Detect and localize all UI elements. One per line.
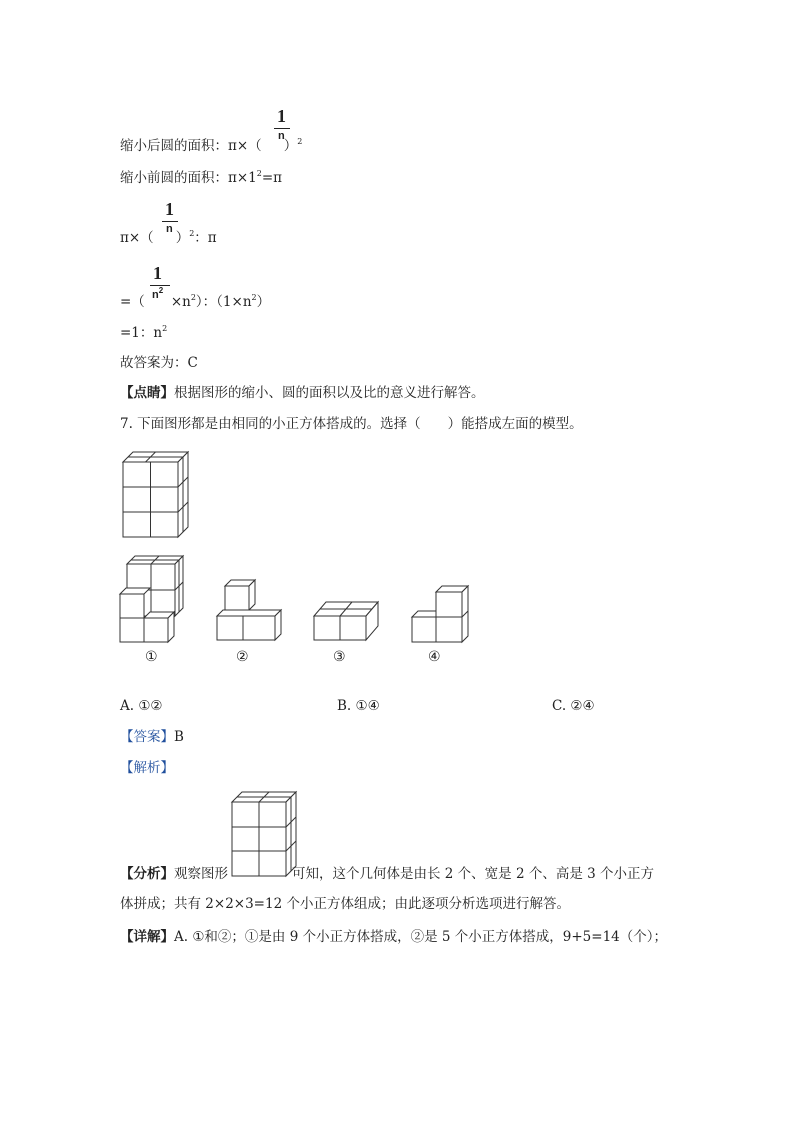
original-area-exponent: 2 (256, 169, 262, 178)
fraction-2-bar (162, 221, 178, 222)
option-caption-1: ① (145, 649, 158, 665)
option-caption-2: ② (236, 649, 249, 665)
expanded-right: ）：（1×n (195, 294, 252, 310)
fraction-3-denominator (152, 286, 163, 301)
analysis-line-1 (120, 865, 654, 883)
question-7-text: 7. 下面图形都是由相同的小正方体搭成的。选择（ ）能搭成左面的模型。 (120, 416, 583, 432)
ratio-exponent: 2 (189, 229, 195, 238)
expanded-exponent-2: 2 (251, 293, 257, 302)
detail-tag: 【详解】 (120, 929, 174, 945)
ratio-result-text: =1：n (120, 325, 163, 341)
fraction-3-numerator: 1 (153, 263, 162, 283)
option-caption-4: ④ (428, 649, 441, 665)
ratio-paren: ） (175, 230, 190, 246)
ratio-left: π×（ (120, 230, 154, 246)
option-figure-4 (409, 582, 471, 644)
shrunk-area-paren: ） (283, 138, 298, 154)
shrunk-area-line (120, 133, 302, 155)
analysis-prefix: 观察图形 (174, 866, 228, 882)
fraction-3-den-exponent: 2 (158, 286, 164, 295)
expanded-mid: ×n (170, 294, 191, 310)
option-c: C. ②④ (552, 698, 595, 714)
tip-line (120, 384, 485, 402)
shrunk-area-exponent: 2 (297, 137, 303, 146)
shrunk-area-label: 缩小后圆的面积：π×（ (120, 138, 262, 154)
option-figure-2 (214, 574, 284, 644)
detail-line (120, 928, 667, 946)
original-area-line (120, 165, 282, 187)
expanded-open: =（ (120, 294, 145, 310)
option-a: A. ①② (120, 698, 163, 714)
analysis-suffix: 可知，这个几何体是由长 2 个、宽是 2 个、高是 3 个小正方 (292, 866, 655, 882)
fraction-1-denominator: n (278, 130, 285, 142)
model-figure (118, 444, 198, 540)
original-area-label: 缩小前圆的面积：π×1 (120, 170, 257, 186)
fraction-3-den-letter: n (152, 289, 159, 301)
answer-statement: 故答案为：C (120, 355, 198, 371)
ratio-result-exponent: 2 (162, 324, 168, 333)
fraction-2-numerator: 1 (165, 199, 174, 219)
ratio-expanded-line (120, 289, 270, 311)
option-figure-3 (311, 598, 381, 644)
answer-tag: 【答案】 (120, 729, 174, 745)
option-caption-3: ③ (333, 649, 346, 665)
analysis-line-2: 体拼成；共有 2×2×3=12 个小正方体组成；由此逐项分析选项进行解答。 (120, 896, 570, 912)
option-b: B. ①④ (337, 698, 380, 714)
option-figure-1 (117, 552, 189, 644)
tip-tag: 【点睛】 (120, 385, 174, 401)
analysis-heading: 【解析】 (120, 760, 174, 776)
fraction-1-bar (274, 128, 290, 129)
fraction-2-denominator: n (166, 223, 173, 235)
tip-text: 根据图形的缩小、圆的面积以及比的意义进行解答。 (174, 385, 485, 401)
ratio-result-line (120, 320, 167, 342)
analysis-tag: 【分析】 (120, 866, 174, 882)
answer-line (120, 728, 184, 746)
expanded-exponent: 2 (190, 293, 196, 302)
ratio-right: ：π (194, 230, 217, 246)
fraction-1-numerator: 1 (277, 106, 286, 126)
answer-value: B (174, 729, 184, 745)
expanded-close: ） (256, 294, 271, 310)
original-area-result: =π (261, 170, 283, 186)
detail-text: A. ①和②；①是由 9 个小正方体搭成，②是 5 个小正方体搭成，9+5=14（个）； (174, 929, 668, 945)
